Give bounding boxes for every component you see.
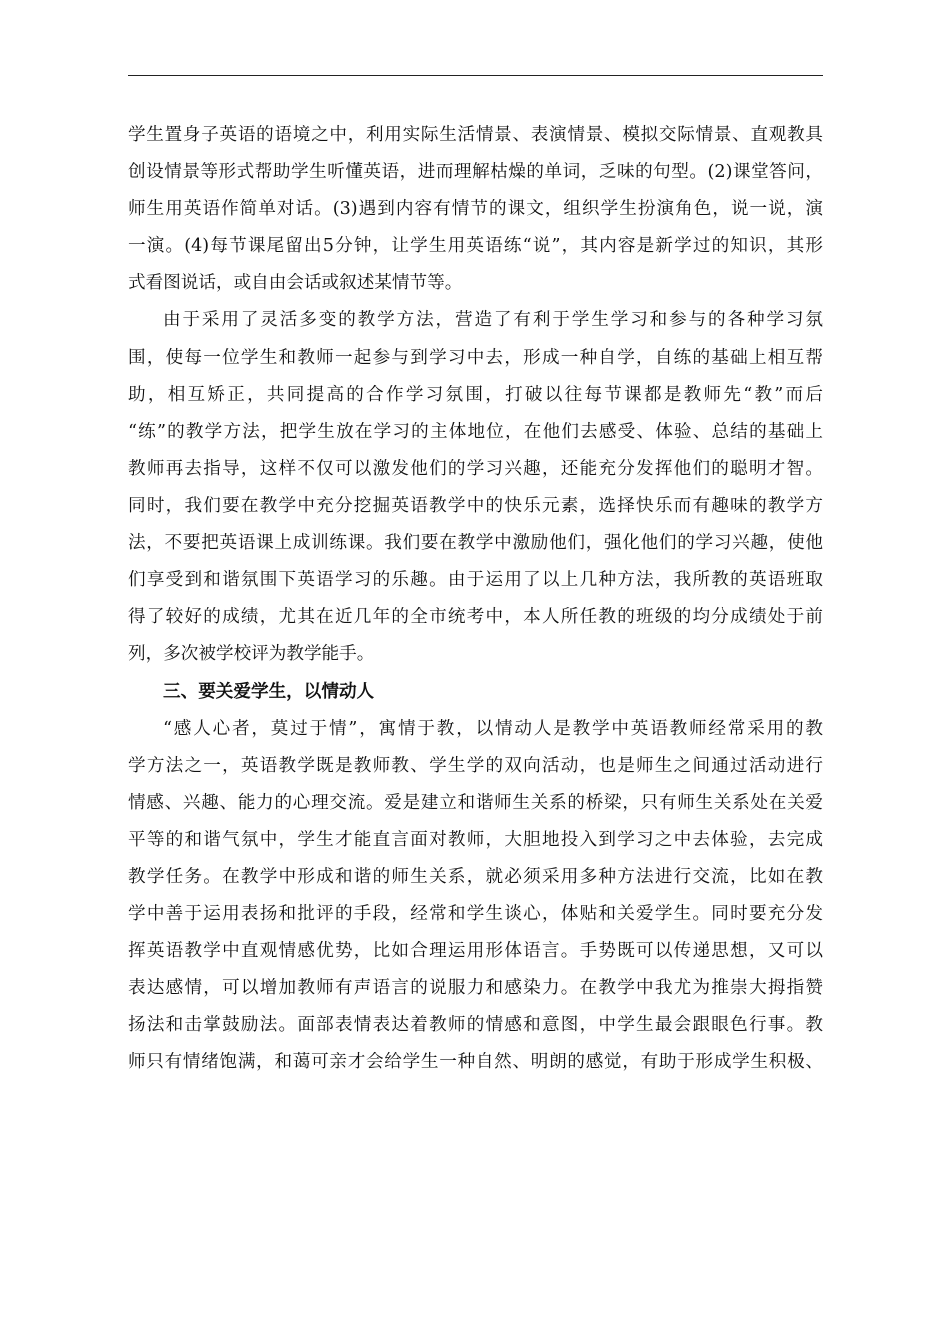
text-line: 式看图说话，或自由会话或叙述某情节等。 — [128, 273, 463, 294]
text-line: 围，使每一位学生和教师一起参与到学习中去，形成一种自学，自练的基础上相互帮 — [128, 347, 823, 368]
text-line: 同时，我们要在教学中充分挖掘英语教学中的快乐元素，选择快乐而有趣味的教学方 — [128, 495, 823, 516]
text-line: 师生用英语作简单对话。(3)遇到内容有情节的课文，组织学生扮演角色，说一说，演 — [128, 199, 823, 220]
text-line: “感人心者，莫过于情”，寓情于教，以情动人是教学中英语教师经常采用的教 — [163, 718, 823, 739]
paragraph-2 — [128, 302, 823, 673]
text-line: “练”的教学方法，把学生放在学习的主体地位，在他们去感受、体验、总结的基础上 — [128, 421, 823, 442]
text-line: 师只有情绪饱满，和蔼可亲才会给学生一种自然、明朗的感觉，有助于形成学生积极、 — [128, 1052, 823, 1073]
text-line: 一演。(4)每节课尾留出5分钟，让学生用英语练“说”，其内容是新学过的知识，其形 — [128, 236, 823, 257]
text-line: 助，相互矫正，共同提高的合作学习氛围，打破以往每节课都是教师先“教”而后 — [128, 384, 823, 405]
text-line: 挥英语教学中直观情感优势，比如合理运用形体语言。手势既可以传递思想，又可以 — [128, 941, 823, 962]
paragraph-1 — [128, 117, 823, 302]
text-line: 学生置身子英语的语境之中，利用实际生活情景、表演情景、模拟交际情景、直观教具 — [128, 125, 823, 145]
text-line: 创设情景等形式帮助学生听懂英语，进而理解枯燥的单词，乏味的句型。(2)课堂答问， — [128, 162, 823, 183]
text-line: 扬法和击掌鼓励法。面部表情表达着教师的情感和意图，中学生最会跟眼色行事。教 — [128, 1015, 823, 1036]
text-line: 由于采用了灵活多变的教学方法，营造了有利于学生学习和参与的各种学习氛 — [163, 310, 823, 331]
section-heading — [128, 673, 823, 710]
section-heading-text: 三、要关爱学生，以情动人 — [163, 681, 375, 703]
document-body — [128, 117, 823, 1081]
text-line: 平等的和谐气氛中，学生才能直言面对教师，大胆地投入到学习之中去体验，去完成 — [128, 829, 823, 850]
text-line: 列，多次被学校评为教学能手。 — [128, 644, 375, 665]
text-line: 教师再去指导，这样不仅可以激发他们的学习兴趣，还能充分发挥他们的聪明才智。 — [128, 458, 823, 479]
text-line: 表达感情，可以增加教师有声语言的说服力和感染力。在教学中我尤为推崇大拇指赞 — [128, 978, 823, 999]
text-line: 情感、兴趣、能力的心理交流。爱是建立和谐师生关系的桥梁，只有师生关系处在关爱 — [128, 792, 823, 813]
paragraph-3 — [128, 711, 823, 1082]
text-line: 得了较好的成绩，尤其在近几年的全市统考中，本人所任教的班级的均分成绩处于前 — [128, 607, 823, 628]
header-rule — [128, 75, 823, 76]
text-line: 法，不要把英语课上成训练课。我们要在教学中激励他们，强化他们的学习兴趣，使他 — [128, 533, 823, 554]
text-line: 学中善于运用表扬和批评的手段，经常和学生谈心，体贴和关爱学生。同时要充分发 — [128, 903, 823, 924]
text-line: 教学任务。在教学中形成和谐的师生关系，就必须采用多种方法进行交流，比如在教 — [128, 866, 823, 887]
text-line: 学方法之一，英语教学既是教师教、学生学的双向活动，也是师生之间通过活动进行 — [128, 755, 823, 776]
text-line: 们享受到和谐氛围下英语学习的乐趣。由于运用了以上几种方法，我所教的英语班取 — [128, 570, 823, 591]
